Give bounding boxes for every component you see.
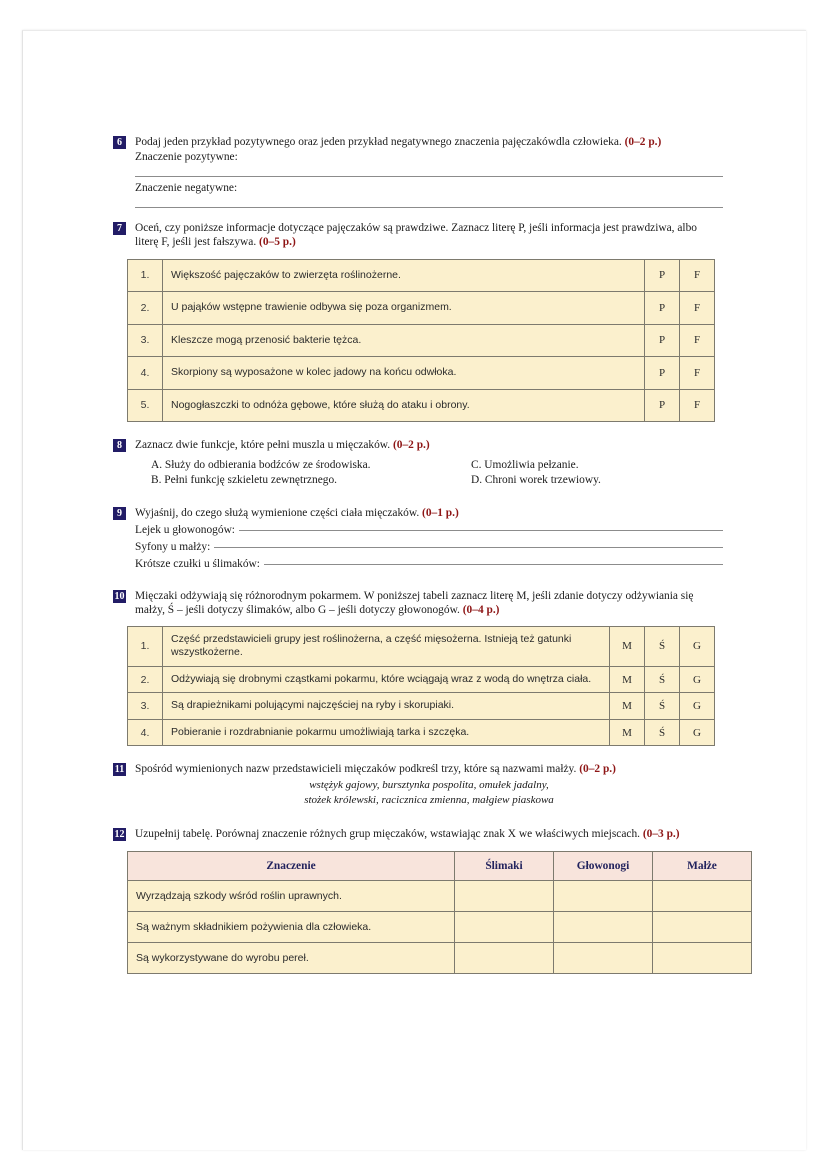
row-statement: Większość pajęczaków to zwierzęta roślinożerne.	[163, 259, 645, 292]
option-cephalopods[interactable]: G	[680, 666, 715, 693]
checkbox-cell-snails[interactable]	[455, 942, 554, 973]
question-6-points: (0–2 p.)	[624, 136, 662, 148]
option-bivalves[interactable]: M	[610, 666, 645, 693]
option-bivalves[interactable]: M	[610, 626, 645, 666]
table-row	[128, 357, 715, 390]
row-statement: Są ważnym składnikiem pożywienia dla człowieka.	[128, 911, 455, 942]
choice-d[interactable]: D. Chroni worek trzewiowy.	[471, 473, 601, 486]
answer-label-tentacles: Krótsze czułki u ślimaków:	[135, 557, 260, 570]
choice-b[interactable]: B. Pełni funkcję szkieletu zewnętrznego.	[151, 473, 337, 486]
question-number-badge: 12	[114, 828, 125, 840]
answer-row-siphons	[135, 539, 723, 556]
table-row	[128, 880, 752, 911]
option-false[interactable]: F	[680, 324, 715, 357]
option-cephalopods[interactable]: G	[680, 693, 715, 720]
row-number: 3.	[128, 693, 163, 720]
question-10	[113, 589, 723, 747]
question-7-prompt: Oceń, czy poniższe informacje dotyczące pajęczaków są prawdziwe. Zaznacz literę P, jeśli informacja jest prawdziwa, albo literę F, jeśli jest fałszywa.	[135, 222, 697, 249]
question-9-answers	[113, 522, 723, 573]
question-number-badge: 10	[114, 590, 125, 602]
option-false[interactable]: F	[680, 357, 715, 390]
table-row	[128, 389, 715, 422]
row-number: 2.	[128, 292, 163, 325]
question-6-header	[113, 135, 723, 149]
question-8-choices	[113, 458, 723, 487]
question-6-prompt: Podaj jeden przykład pozytywnego oraz jeden przykład negatywnego znaczenia pajęczakówdla człowieka.	[135, 136, 622, 148]
question-11	[113, 762, 723, 807]
checkbox-cell-snails[interactable]	[455, 911, 554, 942]
row-statement: Kleszcze mogą przenosić bakterie tężca.	[163, 324, 645, 357]
answer-line-tentacles[interactable]	[264, 564, 723, 565]
question-8-points: (0–2 p.)	[392, 439, 430, 452]
question-7-table	[127, 259, 715, 423]
answer-line-positive[interactable]	[135, 176, 723, 177]
option-true[interactable]: P	[645, 292, 680, 325]
answer-label-negative: Znaczenie negatywne:	[135, 182, 238, 195]
question-7-points: (0–5 p.)	[259, 236, 296, 249]
question-6-answers	[113, 150, 723, 208]
question-9-prompt: Wyjaśnij, do czego służą wymienione części ciała mięczaków.	[135, 507, 420, 520]
checkbox-cell-snails[interactable]	[455, 880, 554, 911]
question-8	[113, 438, 723, 487]
row-number: 1.	[128, 626, 163, 666]
table-row	[128, 666, 715, 693]
option-false[interactable]: F	[680, 389, 715, 422]
row-statement: Odżywiają się drobnymi cząstkami pokarmu, które wciągają wraz z wodą do wnętrza ciała.	[163, 666, 610, 693]
option-true[interactable]: P	[645, 357, 680, 390]
checkbox-cell-cephalopods[interactable]	[554, 911, 653, 942]
question-8-prompt: Zaznacz dwie funkcje, które pełni muszla u mięczaków.	[135, 439, 391, 452]
table-header-row	[128, 851, 752, 880]
question-8-header	[113, 438, 723, 452]
row-statement: Pobieranie i rozdrabnianie pokarmu umożliwiają tarka i szczęka.	[163, 719, 610, 746]
choice-c[interactable]: C. Umożliwia pełzanie.	[471, 459, 579, 472]
choice-a[interactable]: A. Służy do odbierania bodźców ze środowiska.	[151, 459, 371, 472]
row-number: 4.	[128, 357, 163, 390]
option-bivalves[interactable]: M	[610, 693, 645, 720]
table-row	[128, 911, 752, 942]
question-12-points: (0–3 p.)	[642, 827, 680, 840]
question-11-header	[113, 762, 723, 776]
column-header-snails: Ślimaki	[455, 851, 554, 880]
checkbox-cell-cephalopods[interactable]	[554, 880, 653, 911]
question-6	[113, 135, 723, 208]
checkbox-cell-bivalves[interactable]	[653, 880, 752, 911]
question-9-points: (0–1 p.)	[422, 507, 459, 520]
species-line-2[interactable]: stożek królewski, racicznica zmienna, małgiew piaskowa	[304, 794, 554, 807]
question-10-prompt: Mięczaki odżywiają się różnorodnym pokarmem. W poniższej tabeli zaznacz literę M, jeśli zdanie dotyczy odżywiania się małży, Ś – jeśli dotyczy ślimaków, albo G – jeśli dotyczy głowonogów.	[135, 589, 694, 616]
row-number: 2.	[128, 666, 163, 693]
species-line-1[interactable]: wstężyk gajowy, bursztynka pospolita, omułek jadalny,	[309, 778, 549, 791]
question-12-header	[113, 827, 723, 841]
answer-line-siphons[interactable]	[214, 547, 723, 548]
question-10-table	[127, 626, 715, 747]
question-9-header	[113, 506, 723, 520]
question-10-points: (0–4 p.)	[462, 603, 500, 616]
answer-row-tentacles	[135, 556, 723, 573]
row-statement: Część przedstawicieli grupy jest roślinożerna, a część mięsożerna. Istnieją też gatunki wszystkożerne.	[163, 626, 610, 666]
question-11-points: (0–2 p.)	[579, 763, 616, 776]
checkbox-cell-bivalves[interactable]	[653, 942, 752, 973]
answer-label-siphons: Syfony u małży:	[135, 540, 211, 553]
question-number-badge: 9	[113, 507, 126, 520]
table-row	[128, 324, 715, 357]
option-cephalopods[interactable]: G	[680, 626, 715, 666]
question-11-prompt: Spośród wymienionych nazw przedstawicieli mięczaków podkreśl trzy, które są nazwami małży.	[135, 763, 577, 776]
column-header-cephalopods: Głowonogi	[554, 851, 653, 880]
option-snails[interactable]: Ś	[645, 719, 680, 746]
column-header-bivalves: Małże	[653, 851, 752, 880]
table-row	[128, 626, 715, 666]
column-header-meaning: Znaczenie	[128, 851, 455, 880]
question-number-badge: 8	[113, 439, 126, 452]
document-page	[22, 30, 806, 1150]
table-row	[128, 292, 715, 325]
question-12-prompt: Uzupełnij tabelę. Porównaj znaczenie różnych grup mięczaków, wstawiając znak X we właściwych miejscach.	[135, 827, 640, 840]
option-bivalves[interactable]: M	[610, 719, 645, 746]
answer-label-positive: Znaczenie pozytywne:	[135, 151, 238, 164]
row-statement: Wyrządzają szkody wśród roślin uprawnych.	[128, 880, 455, 911]
question-7-header	[113, 221, 723, 249]
row-number: 3.	[128, 324, 163, 357]
answer-row-funnel	[135, 522, 723, 539]
option-false[interactable]: F	[680, 292, 715, 325]
row-statement: U pająków wstępne trawienie odbywa się poza organizmem.	[163, 292, 645, 325]
spacer	[113, 748, 723, 762]
row-number: 4.	[128, 719, 163, 746]
spacer	[113, 424, 723, 438]
checkbox-cell-bivalves[interactable]	[653, 911, 752, 942]
row-statement: Skorpiony są wyposażone w kolec jadowy na końcu odwłoka.	[163, 357, 645, 390]
spacer	[113, 489, 723, 506]
spacer	[113, 575, 723, 589]
question-10-header	[113, 589, 723, 617]
answer-line-funnel[interactable]	[239, 530, 723, 531]
table-row	[128, 942, 752, 973]
answer-label-funnel: Lejek u głowonogów:	[135, 523, 235, 536]
option-true[interactable]: P	[645, 324, 680, 357]
row-number: 5.	[128, 389, 163, 422]
option-snails[interactable]: Ś	[645, 693, 680, 720]
checkbox-cell-cephalopods[interactable]	[554, 942, 653, 973]
option-false[interactable]: F	[680, 259, 715, 292]
worksheet-content	[113, 135, 723, 976]
row-number: 1.	[128, 259, 163, 292]
table-row	[128, 719, 715, 746]
table-row	[128, 259, 715, 292]
question-number-badge: 7	[113, 222, 126, 235]
question-12	[113, 827, 723, 974]
option-snails[interactable]: Ś	[645, 626, 680, 666]
question-number-badge: 11	[114, 764, 125, 776]
option-true[interactable]: P	[645, 259, 680, 292]
question-number-badge: 6	[113, 136, 126, 149]
question-12-table	[127, 851, 752, 974]
option-snails[interactable]: Ś	[645, 666, 680, 693]
spacer	[113, 212, 723, 221]
row-statement: Nogogłaszczki to odnóża gębowe, które służą do ataku i obrony.	[163, 389, 645, 422]
option-true[interactable]: P	[645, 389, 680, 422]
answer-line-negative[interactable]	[135, 207, 723, 208]
option-cephalopods[interactable]: G	[680, 719, 715, 746]
row-statement: Są wykorzystywane do wyrobu pereł.	[128, 942, 455, 973]
row-statement: Są drapieżnikami polującymi najczęściej na ryby i skorupiaki.	[163, 693, 610, 720]
question-7	[113, 221, 723, 422]
table-row	[128, 693, 715, 720]
question-9	[113, 506, 723, 572]
spacer	[113, 810, 723, 827]
